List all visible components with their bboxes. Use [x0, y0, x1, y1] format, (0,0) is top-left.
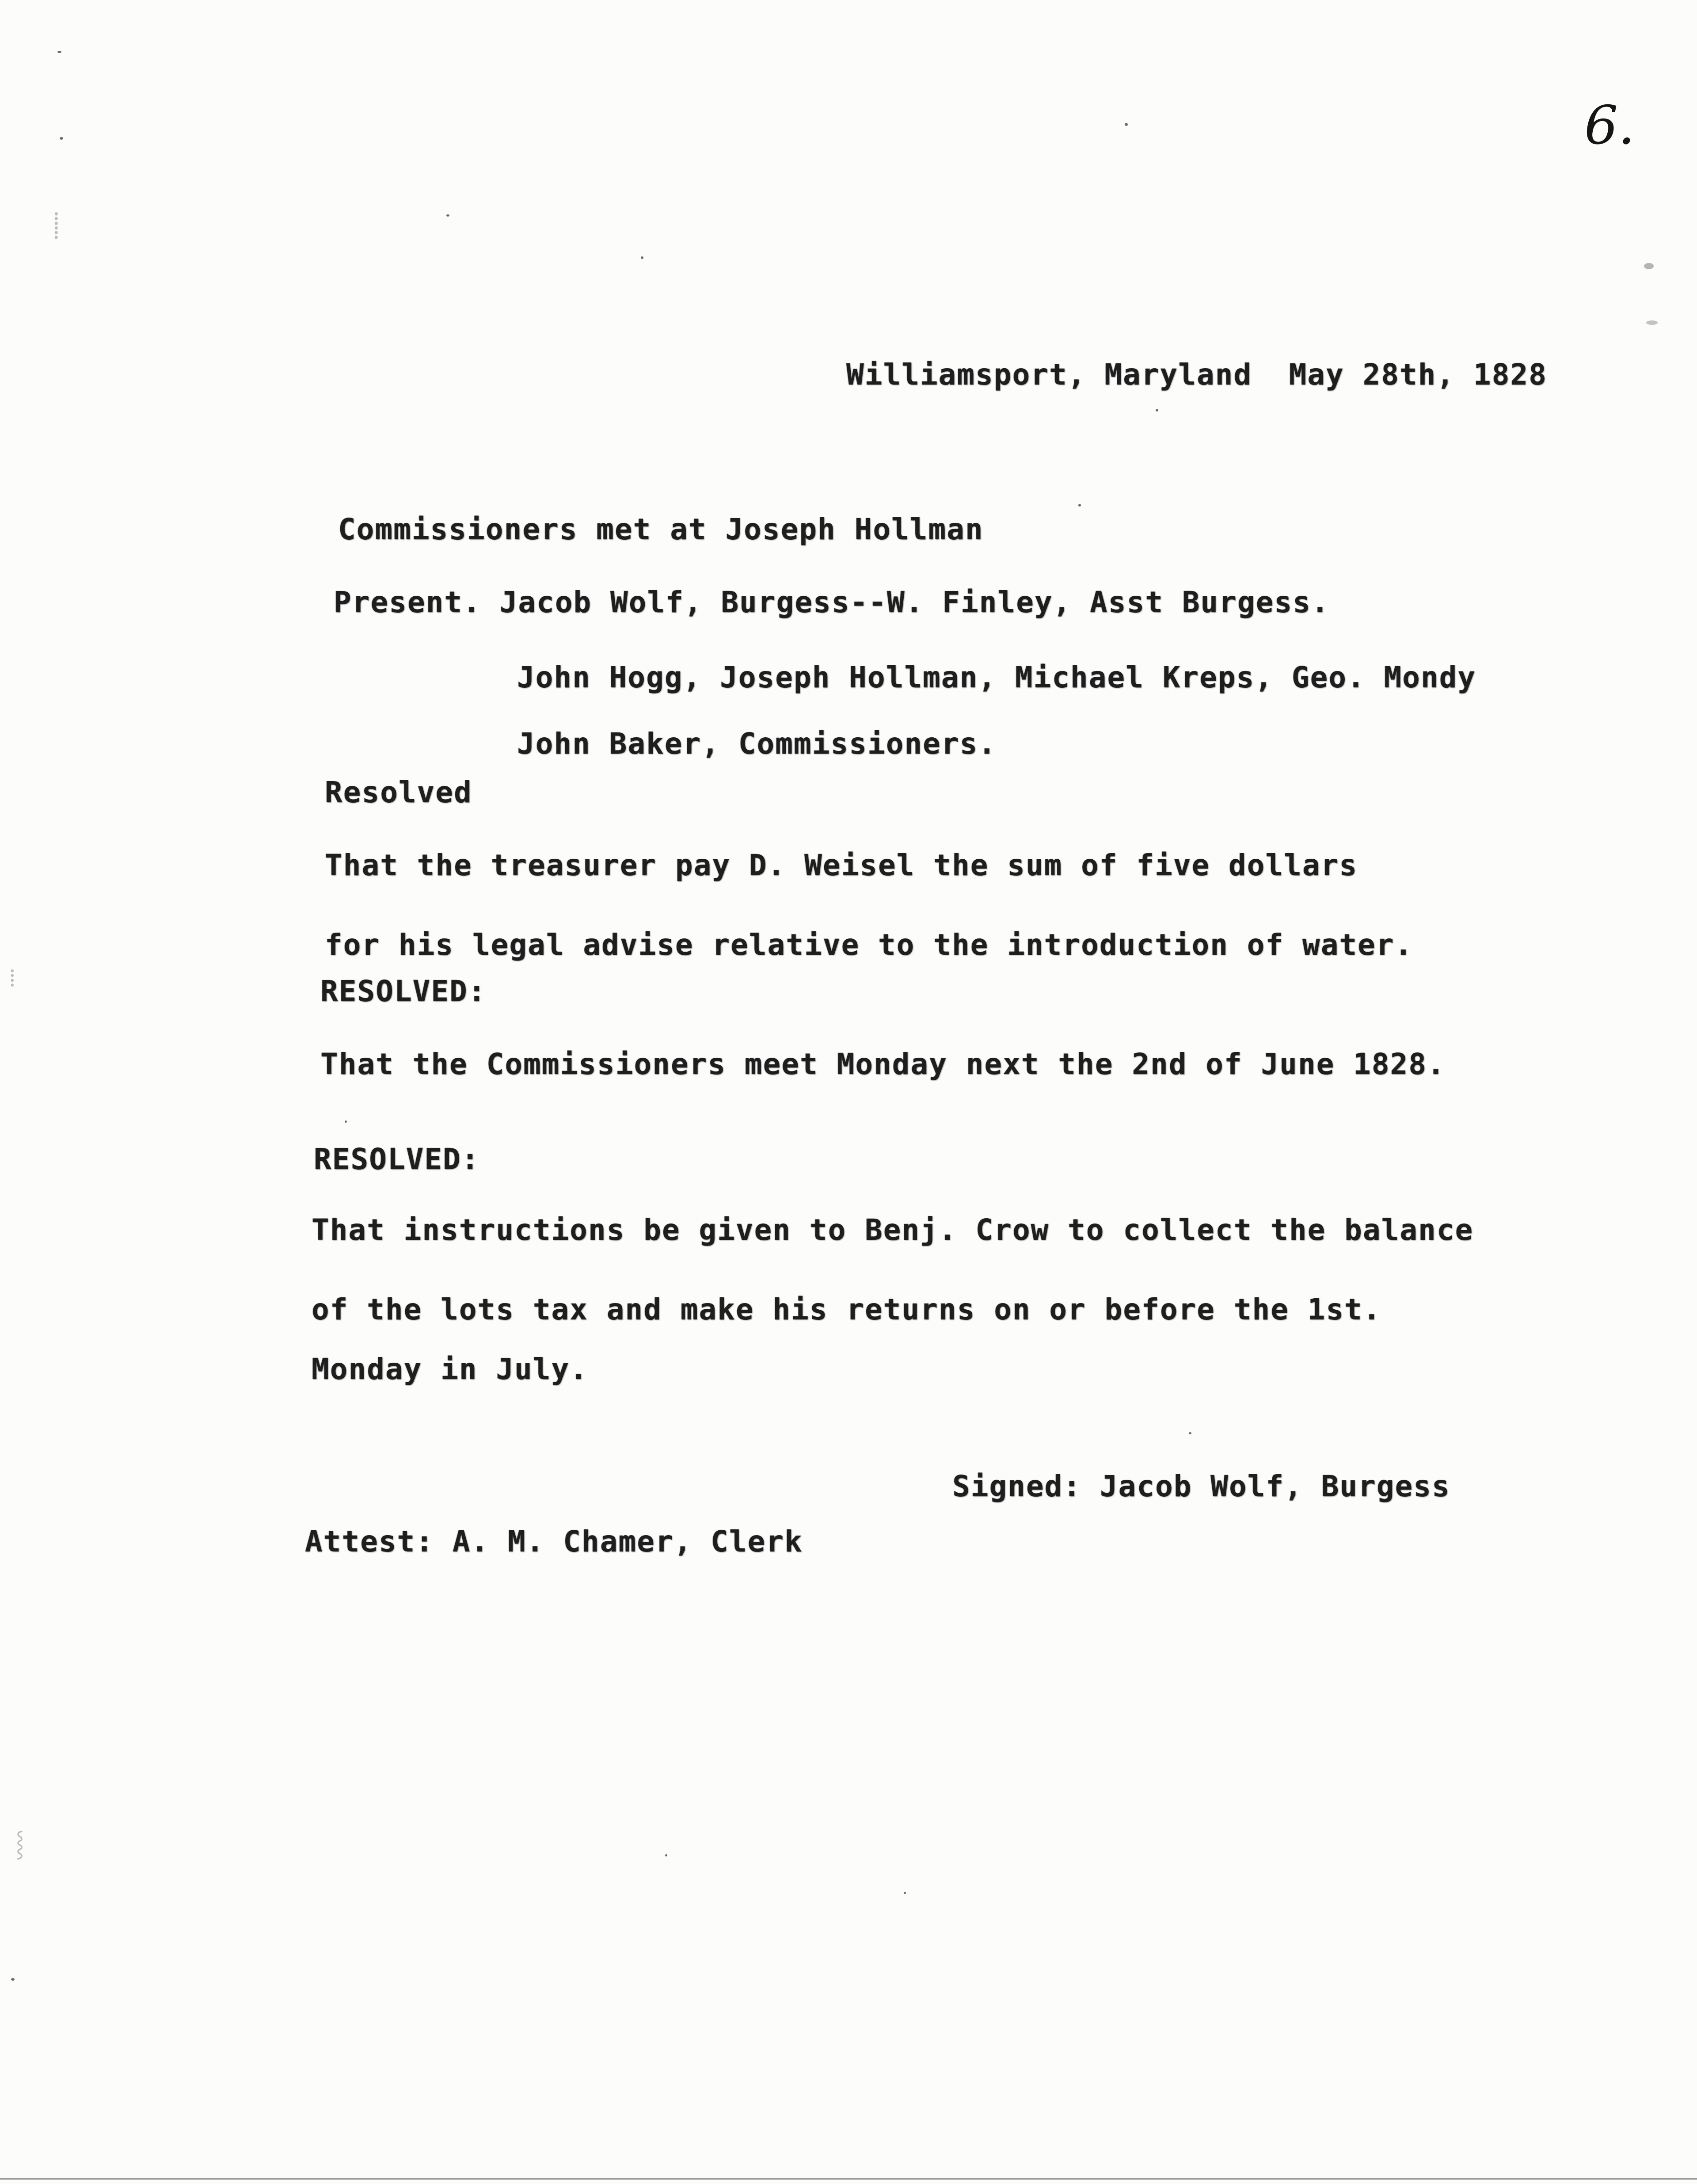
scan-speck	[446, 214, 449, 217]
scan-speck	[57, 51, 61, 53]
scan-speck	[60, 137, 63, 140]
scan-speck	[1189, 1432, 1191, 1434]
resolution-1-heading: Resolved	[325, 775, 472, 809]
resolution-3-line-1: That instructions be given to Benj. Crow to collect the balance	[312, 1213, 1474, 1247]
resolution-2-heading: RESOLVED:	[320, 974, 487, 1008]
edge-scan-mark: ⸾	[15, 1829, 25, 1858]
place-date: Williamsport, Maryland May 28th, 1828	[846, 358, 1547, 392]
edge-scan-mark: ⸽	[53, 211, 60, 240]
resolution-1-line-1: That the treasurer pay D. Weisel the sum of five dollars	[325, 848, 1358, 882]
scan-speck	[904, 1892, 906, 1894]
resolution-1-line-2: for his legal advise relative to the introduction of water.	[325, 928, 1413, 962]
resolution-3-heading: RESOLVED:	[314, 1142, 480, 1176]
scan-speck	[641, 256, 643, 259]
scan-speck	[1644, 263, 1654, 269]
scan-speck	[1078, 504, 1081, 507]
scan-speck	[345, 1121, 347, 1123]
resolution-3-line-3: Monday in July.	[312, 1352, 589, 1386]
present-line-2: John Hogg, Joseph Hollman, Michael Kreps, Geo. Mondy	[517, 660, 1476, 694]
meeting-place: Commissioners met at Joseph Hollman	[338, 512, 984, 546]
attest-line: Attest: A. M. Chamer, Clerk	[305, 1525, 803, 1559]
resolution-2-line-1: That the Commissioners meet Monday next the 2nd of June 1828.	[320, 1047, 1446, 1081]
scan-speck	[1125, 123, 1128, 126]
edge-scan-mark: ⁞	[9, 964, 16, 992]
present-line-1: Present. Jacob Wolf, Burgess--W. Finley, Asst Burgess.	[334, 585, 1330, 619]
present-line-3: John Baker, Commissioners.	[517, 727, 997, 761]
scan-speck	[1646, 320, 1658, 325]
scan-bottom-edge	[0, 2178, 1697, 2180]
scan-speck	[11, 1978, 15, 1981]
scan-speck	[665, 1854, 667, 1856]
scan-speck	[1156, 409, 1158, 412]
page-number: 6.	[1584, 95, 1635, 156]
resolution-3-line-2: of the lots tax and make his returns on or before the 1st.	[312, 1292, 1381, 1326]
signed-line: Signed: Jacob Wolf, Burgess	[952, 1469, 1450, 1503]
